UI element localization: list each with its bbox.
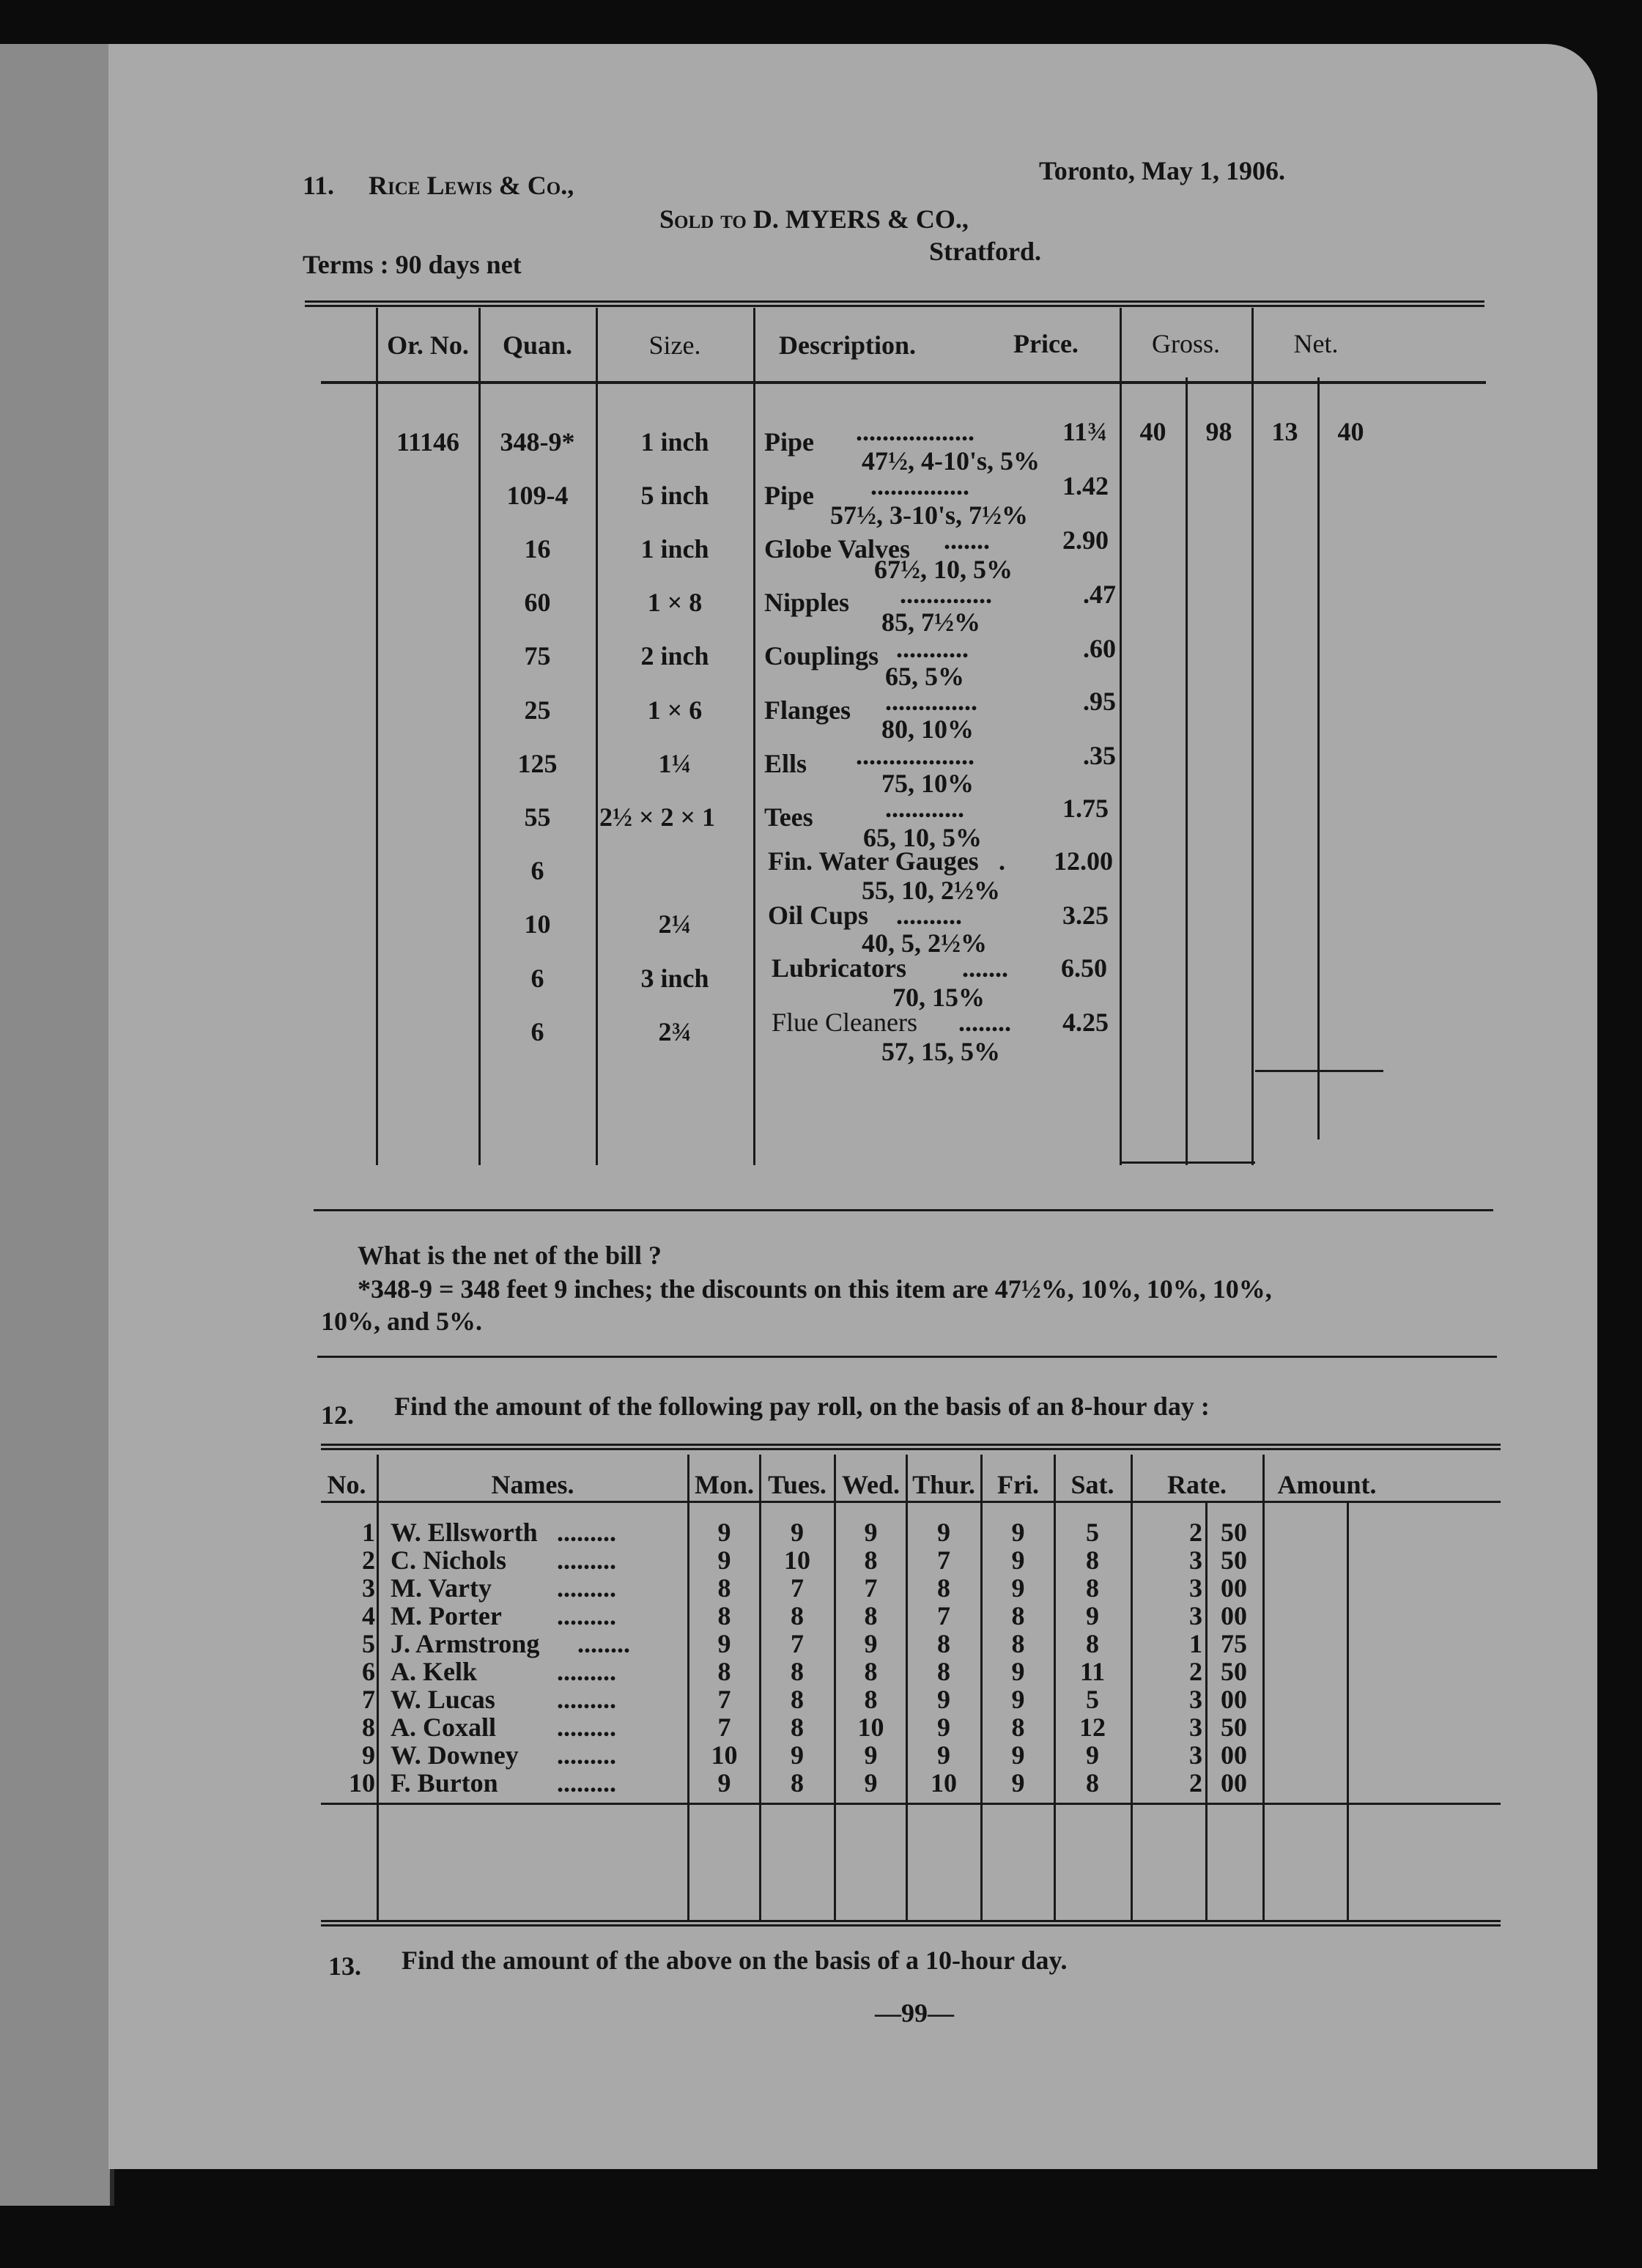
header-rate: Rate. [1167,1470,1227,1499]
hours-thur: 10 [931,1768,957,1798]
header-price: Price. [1013,329,1079,358]
seller-name: Rice Lewis & Co., [369,171,574,200]
employee-name: M. Varty [391,1573,492,1603]
item-quantity: 25 [524,695,551,725]
row-number: 6 [362,1657,375,1686]
place-date: Toronto, May 1, 1906. [1039,156,1286,185]
problem-13-text: Find the amount of the above on the basis of a 10-hour day. [402,1946,1068,1975]
item-price: 2.90 [1062,525,1109,555]
employee-name: A. Kelk [391,1657,478,1686]
employee-name: F. Burton [391,1768,498,1798]
hours-tues: 7 [791,1573,804,1603]
hours-mon: 9 [717,1518,731,1547]
hours-fri: 8 [1011,1713,1025,1742]
hours-thur: 8 [937,1657,950,1686]
item-description: Fin. Water Gauges [768,846,979,876]
net-dollars: 13 [1271,417,1298,446]
item-price: 6.50 [1061,953,1107,983]
hours-tues: 7 [791,1629,804,1658]
hours-mon: 8 [717,1657,731,1686]
item-price: .35 [1083,741,1116,770]
item-quantity: 125 [517,749,558,778]
item-price: .95 [1083,687,1116,716]
item-discounts: 85, 7½% [881,607,980,637]
row-number: 7 [362,1685,375,1714]
item-price: 1.75 [1062,794,1109,823]
row-number: 8 [362,1713,375,1742]
hours-mon: 9 [717,1545,731,1575]
hours-sat: 8 [1086,1629,1099,1658]
hours-wed: 7 [864,1573,878,1603]
header-net: Net. [1293,329,1339,358]
item-description: Tees [764,802,813,832]
adjacent-page-edge [0,44,114,2206]
hours-fri: 9 [1011,1657,1025,1686]
hours-sat: 9 [1086,1601,1099,1630]
item-description: Nipples [764,588,850,617]
row-number: 1 [362,1518,375,1547]
hours-sat: 8 [1086,1573,1099,1603]
header-wed: Wed. [841,1470,900,1499]
item-size: 1¼ [658,749,692,778]
item-quantity: 55 [524,802,551,832]
item-quantity: 10 [524,909,551,939]
rate-dollars: 2 [1189,1657,1202,1686]
item-description: Pipe [764,481,814,510]
problem-12-number: 12. [321,1400,354,1430]
hours-thur: 9 [937,1685,950,1714]
order-number: 11146 [396,427,460,457]
book-page: 11. Rice Lewis & Co., Toronto, May 1, 1906. Sold to D. MYERS & CO., Stratford. Terms : 90 days net Or. No. Quan. Size. Description. Price. Gross. Net. 11146 40 98 13 40 348-9* 1 inch Pipe .................. 11¾ 47½, 4-10's, 5% 109-4 5 inch Pipe ............... 1.42 57½, 3-10's, 7½% 16 1 inch Globe Valves ....... 2.90 67½, 10, 5% 60 1 × 8 Nipples .............. .47 85, 7½% 75 2 inch Couplings ........... .60 65, 5% 25 1 × 6 Flanges .............. .95 80, 10% 125 1¼ Ells .................. .35 75, 10% 55 2½ × 2 × 1 Tees ............ 1.75 65, 10, 5% 6 Fin. Water Gauges . 12.00 55, 10, 2½% 10 2¼ Oil Cups .......... 3.25 40, 5, 2½% 6 3 inch Lubricators ....... 6.50 70, 15% 6 2¾ Flue Cleaners ........ 4.25 57, 15, 5% What is the net of the bill ? *348-9 = 348 feet 9 inches; the discounts on this item are 47½%, 10%, 10%, 10%, 10%, and 5%. 12. Find the amount of the following pay roll, on the basis of an 8-hour day : No. Names. Mon. Tues. Wed. Thur. Fri. Sat. Rate. Amount. 1 W. Ellsworth ......... 9 9 9 9 9 5 2 50 2 C. Nichols ......... 9 10 8 7 9 8 3 50 3 M. Varty ......... 8 7 7 8 9 8 3 00 4 M. Porter ......... 8 8 8 7 8 9 3 00 5 J. Armstrong ........ 9 7 9 8 8 8 1 75 6 A. Kelk ......... 8 8 8 8 9 11 2 50 7 W. Lucas ......... 7 8 8 9 9 5 3 00 8 A. Coxall ......... 7 8 10 9 8 12 3 50 9 W. Downey ......... 10 9 9 9 9 9 3 00 10 F. Burton ......... 9 8 9 10 9 8 2 00 13. Find the amount of the above on the basis of a 10-hour day. —99— [108,44,1597,2169]
employee-name: J. Armstrong [391,1629,540,1658]
hours-mon: 7 [717,1713,731,1742]
question-11: What is the net of the bill ? [358,1241,662,1270]
item-quantity: 109-4 [506,481,569,510]
item-description: Globe Valves [764,534,911,564]
rate-cents: 00 [1221,1601,1247,1630]
employee-name: A. Coxall [391,1713,496,1742]
item-size: 2¼ [658,909,692,939]
item-discounts: 47½, 4-10's, 5% [862,446,1040,476]
rate-dollars: 3 [1189,1545,1202,1575]
header-names: Names. [491,1470,574,1499]
item-quantity: 6 [530,964,544,993]
hours-wed: 8 [864,1545,878,1575]
hours-sat: 5 [1086,1685,1099,1714]
hours-fri: 9 [1011,1685,1025,1714]
hours-sat: 5 [1086,1518,1099,1547]
hours-wed: 9 [864,1740,878,1770]
sold-to: Sold to D. MYERS & CO., [659,204,969,234]
header-order-no: Or. No. [387,330,469,360]
hours-thur: 9 [937,1518,950,1547]
hours-sat: 11 [1079,1657,1105,1686]
item-price: .47 [1083,580,1116,609]
footnote-line-2: 10%, and 5%. [321,1307,483,1336]
item-price: 11¾ [1062,417,1108,446]
hours-thur: 8 [937,1573,950,1603]
item-discounts: 65, 5% [885,662,964,691]
item-quantity: 16 [524,534,551,564]
item-description: Pipe [764,427,814,457]
hours-thur: 7 [937,1545,950,1575]
rate-cents: 00 [1221,1768,1247,1798]
item-discounts: 55, 10, 2½% [862,876,1000,905]
problem-11-number: 11. [303,171,335,200]
row-number: 3 [362,1573,375,1603]
rate-cents: 50 [1221,1713,1247,1742]
item-size: 2 inch [640,641,709,671]
rate-dollars: 3 [1189,1713,1202,1742]
hours-tues: 9 [791,1518,804,1547]
hours-fri: 9 [1011,1518,1025,1547]
hours-sat: 8 [1086,1768,1099,1798]
row-number: 2 [362,1545,375,1575]
gross-dollars: 40 [1139,417,1166,446]
header-no: No. [327,1470,366,1499]
hours-mon: 8 [717,1601,731,1630]
hours-wed: 9 [864,1518,878,1547]
employee-name: W. Ellsworth [391,1518,538,1547]
rate-cents: 00 [1221,1685,1247,1714]
item-size: 2½ × 2 × 1 [599,802,716,832]
hours-fri: 9 [1011,1545,1025,1575]
item-discounts: 75, 10% [881,769,974,798]
gross-cents: 98 [1205,417,1232,446]
hours-wed: 9 [864,1629,878,1658]
hours-mon: 8 [717,1573,731,1603]
item-description: Flue Cleaners [772,1008,917,1037]
item-discounts: 67½, 10, 5% [874,555,1013,584]
item-description: Oil Cups [768,901,869,930]
item-quantity: 75 [524,641,551,671]
item-quantity: 348-9* [500,427,575,457]
item-size: 2¾ [658,1017,692,1046]
item-size: 1 × 6 [647,695,703,725]
hours-wed: 9 [864,1768,878,1798]
rate-dollars: 1 [1189,1629,1202,1658]
hours-sat: 9 [1086,1740,1099,1770]
item-price: 1.42 [1062,471,1109,500]
problem-12-text: Find the amount of the following pay roll, on the basis of an 8-hour day : [394,1392,1210,1421]
item-discounts: 80, 10% [881,714,974,744]
item-price: 4.25 [1062,1008,1109,1037]
hours-mon: 9 [717,1629,731,1658]
item-quantity: 6 [530,1017,544,1046]
employee-name: M. Porter [391,1601,502,1630]
hours-sat: 8 [1086,1545,1099,1575]
hours-tues: 9 [791,1740,804,1770]
header-thur: Thur. [912,1470,975,1499]
hours-tues: 8 [791,1768,804,1798]
hours-tues: 8 [791,1601,804,1630]
item-size: 3 inch [640,964,709,993]
rate-dollars: 3 [1189,1601,1202,1630]
item-size: 5 inch [640,481,709,510]
item-discounts: 57, 15, 5% [881,1037,1000,1066]
rate-cents: 50 [1221,1545,1247,1575]
employee-name: C. Nichols [391,1545,507,1575]
net-cents: 40 [1337,417,1364,446]
footnote-line-1: *348-9 = 348 feet 9 inches; the discounts on this item are 47½%, 10%, 10%, 10%, [358,1274,1272,1304]
item-size: 1 inch [640,427,709,457]
rate-cents: 50 [1221,1657,1247,1686]
item-quantity: 6 [530,856,544,885]
hours-thur: 8 [937,1629,950,1658]
hours-fri: 9 [1011,1768,1025,1798]
problem-13-number: 13. [328,1951,361,1981]
hours-tues: 8 [791,1685,804,1714]
hours-wed: 10 [857,1713,884,1742]
page-number: —99— [875,1998,954,2028]
row-number: 5 [362,1629,375,1658]
hours-tues: 8 [791,1713,804,1742]
rate-dollars: 3 [1189,1573,1202,1603]
row-number: 10 [349,1768,375,1798]
row-number: 9 [362,1740,375,1770]
item-discounts: 70, 15% [892,983,985,1012]
hours-mon: 9 [717,1768,731,1798]
hours-wed: 8 [864,1685,878,1714]
item-description: Ells [764,749,807,778]
rate-cents: 75 [1221,1629,1247,1658]
item-discounts: 57½, 3-10's, 7½% [830,500,1028,530]
hours-wed: 8 [864,1657,878,1686]
item-size: 1 inch [640,534,709,564]
header-fri: Fri. [997,1470,1039,1499]
item-size: 1 × 8 [647,588,703,617]
hours-thur: 9 [937,1713,950,1742]
item-price: 12.00 [1054,846,1113,876]
employee-name: W. Lucas [391,1685,495,1714]
item-discounts: 40, 5, 2½% [862,928,987,958]
hours-thur: 9 [937,1740,950,1770]
rate-cents: 00 [1221,1740,1247,1770]
rate-cents: 00 [1221,1573,1247,1603]
hours-tues: 8 [791,1657,804,1686]
hours-sat: 12 [1079,1713,1106,1742]
header-sat: Sat. [1070,1470,1114,1499]
rate-cents: 50 [1221,1518,1247,1547]
header-tues: Tues. [768,1470,826,1499]
hours-fri: 8 [1011,1601,1025,1630]
item-description: Couplings [764,641,879,671]
hours-tues: 10 [784,1545,810,1575]
rate-dollars: 3 [1189,1685,1202,1714]
hours-wed: 8 [864,1601,878,1630]
hours-mon: 10 [711,1740,738,1770]
item-description: Lubricators [772,953,906,983]
rate-dollars: 2 [1189,1768,1202,1798]
buyer-city: Stratford. [929,237,1041,266]
item-price: 3.25 [1062,901,1109,930]
employee-name: W. Downey [391,1740,519,1770]
hours-fri: 9 [1011,1573,1025,1603]
header-gross: Gross. [1151,329,1220,358]
header-size: Size. [648,330,701,360]
header-quantity: Quan. [502,330,573,360]
row-number: 4 [362,1601,375,1630]
item-quantity: 60 [524,588,551,617]
header-description: Description. [779,330,916,360]
rate-dollars: 2 [1189,1518,1202,1547]
header-amount: Amount. [1277,1470,1377,1499]
hours-thur: 7 [937,1601,950,1630]
item-description: Flanges [764,695,851,725]
hours-fri: 9 [1011,1740,1025,1770]
item-price: .60 [1083,634,1116,663]
terms: Terms : 90 days net [303,250,522,279]
rate-dollars: 3 [1189,1740,1202,1770]
hours-fri: 8 [1011,1629,1025,1658]
item-discounts: 65, 10, 5% [863,823,982,852]
header-mon: Mon. [695,1470,754,1499]
hours-mon: 7 [717,1685,731,1714]
